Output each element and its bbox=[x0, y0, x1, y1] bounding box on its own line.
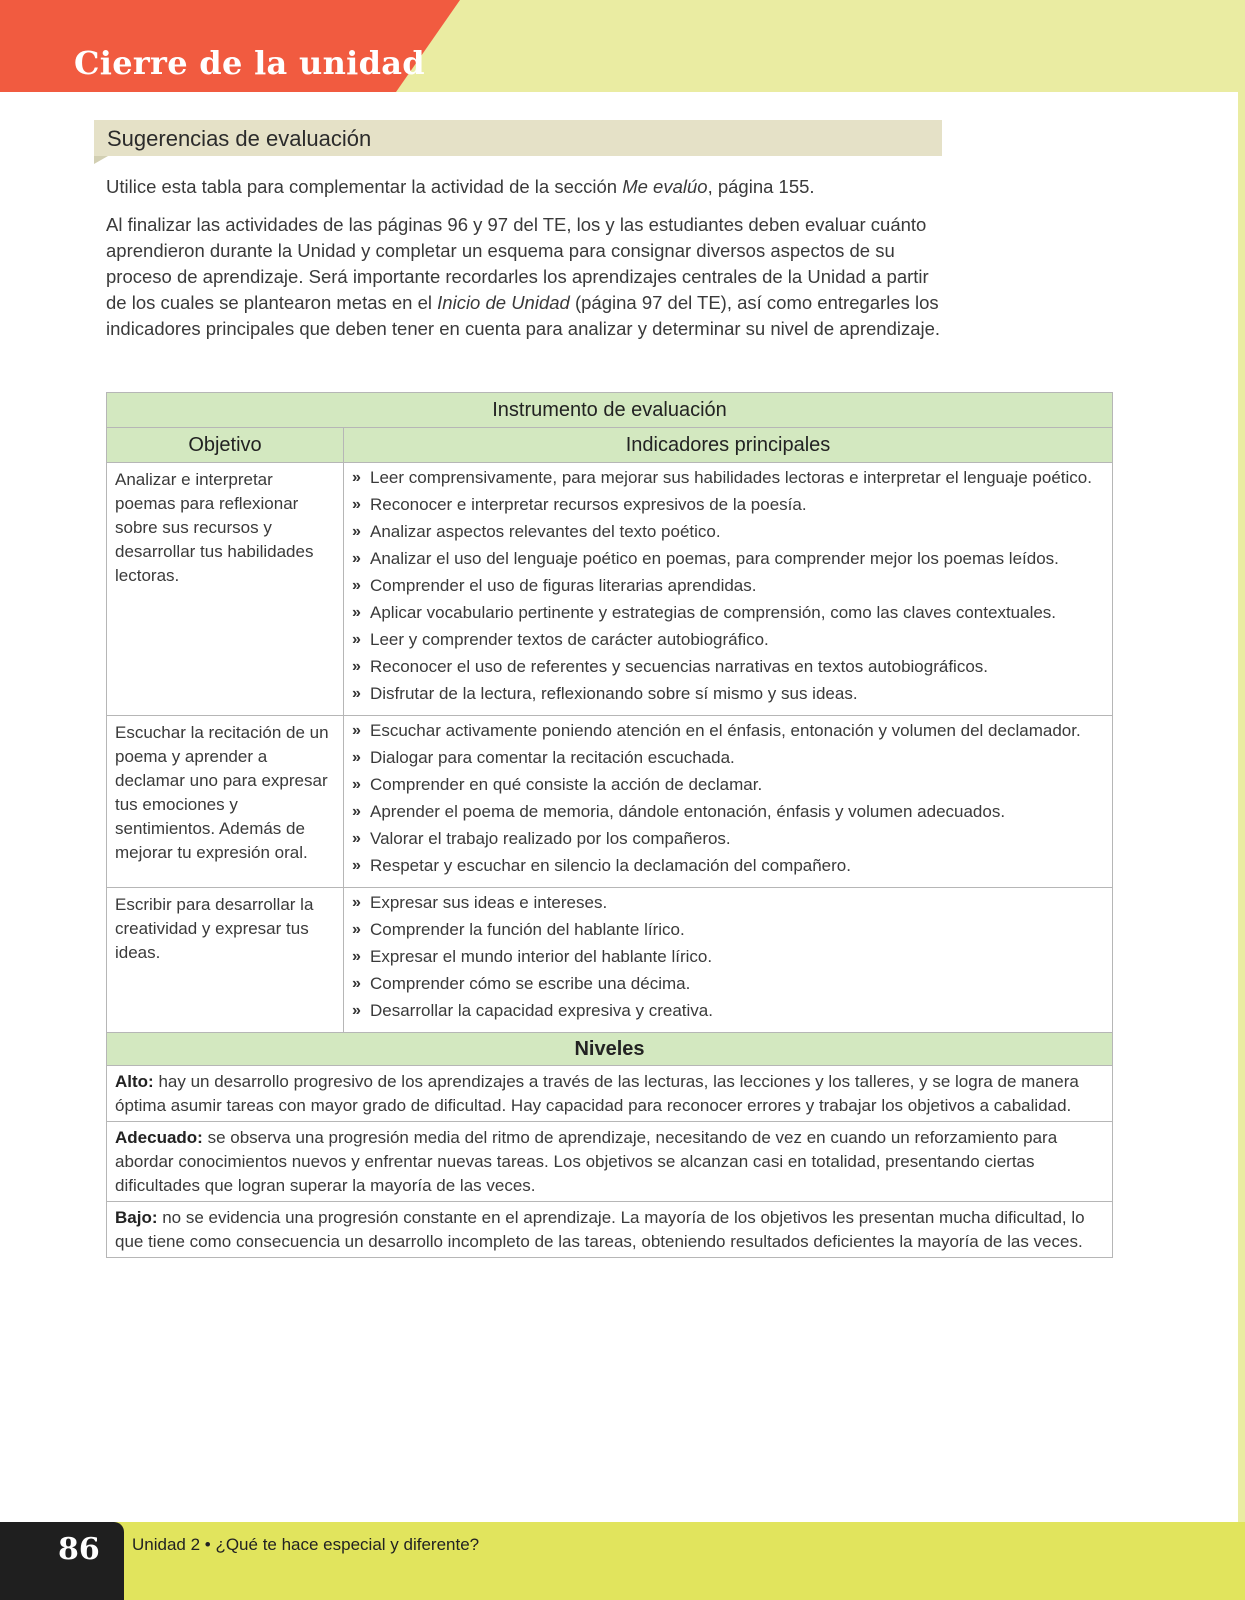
indicator-text: Reconocer el uso de referentes y secuencias narrativas en textos autobiográficos. bbox=[370, 657, 989, 676]
list-item bbox=[352, 891, 1104, 915]
indicator-list bbox=[352, 719, 1104, 878]
indicator-text: Expresar el mundo interior del hablante lírico. bbox=[370, 947, 713, 966]
intro-paragraph-1 bbox=[106, 174, 942, 200]
list-item bbox=[352, 827, 1104, 851]
indicator-text: Analizar el uso del lenguaje poético en poemas, para comprender mejor los poemas leídos. bbox=[370, 549, 1059, 568]
list-item bbox=[352, 746, 1104, 770]
indicator-text: Expresar sus ideas e intereses. bbox=[370, 893, 608, 912]
level-label: Bajo: bbox=[115, 1208, 158, 1227]
list-item bbox=[352, 547, 1104, 571]
level-description: no se evidencia una progresión constante en el aprendizaje. La mayoría de los objetivos les presentan mucha dificultad, lo que tiene como consecuencia un desarrollo incompleto de las tareas, obteniendo resultados deficientes la mayoría de las veces. bbox=[115, 1208, 1085, 1251]
list-item bbox=[352, 773, 1104, 797]
bullet-icon: » bbox=[352, 1002, 361, 1019]
list-item bbox=[352, 999, 1104, 1023]
bullet-icon: » bbox=[352, 550, 361, 567]
indicator-text: Comprender cómo se escribe una décima. bbox=[370, 974, 691, 993]
list-item bbox=[352, 520, 1104, 544]
list-item bbox=[352, 466, 1104, 490]
column-header-objective: Objetivo bbox=[107, 428, 344, 463]
indicator-text: Leer y comprender textos de carácter autobiográfico. bbox=[370, 630, 769, 649]
table-title: Instrumento de evaluación bbox=[107, 393, 1113, 428]
list-item bbox=[352, 682, 1104, 706]
bullet-icon: » bbox=[352, 604, 361, 621]
list-item bbox=[352, 918, 1104, 942]
indicator-text: Valorar el trabajo realizado por los compañeros. bbox=[370, 829, 731, 848]
list-item bbox=[352, 628, 1104, 652]
indicator-text: Disfrutar de la lectura, reflexionando sobre sí mismo y sus ideas. bbox=[370, 684, 858, 703]
list-item bbox=[352, 601, 1104, 625]
objective-cell: Escuchar la recitación de un poema y aprender a declamar uno para expresar tus emociones y sentimientos. Además de mejorar tu expresión oral. bbox=[107, 716, 344, 888]
list-item bbox=[352, 945, 1104, 969]
objective-rows bbox=[107, 463, 1113, 1033]
right-margin-strip bbox=[1238, 92, 1245, 1522]
indicator-text: Desarrollar la capacidad expresiva y creativa. bbox=[370, 1001, 713, 1020]
section-heading-tab bbox=[94, 156, 108, 164]
footer-band bbox=[0, 1522, 1245, 1600]
bullet-icon: » bbox=[352, 803, 361, 820]
level-cell bbox=[107, 1066, 1113, 1122]
indicator-list bbox=[352, 466, 1104, 706]
list-item bbox=[352, 800, 1104, 824]
footer-unit-title: Unidad 2 • ¿Qué te hace especial y diferente? bbox=[132, 1535, 480, 1554]
table-row bbox=[107, 463, 1113, 716]
column-header-indicators: Indicadores principales bbox=[344, 428, 1113, 463]
list-item bbox=[352, 972, 1104, 996]
bullet-icon: » bbox=[352, 948, 361, 965]
page-number: 86 bbox=[58, 1532, 100, 1567]
bullet-icon: » bbox=[352, 722, 361, 739]
indicator-text: Aprender el poema de memoria, dándole entonación, énfasis y volumen adecuados. bbox=[370, 802, 1006, 821]
indicators-cell bbox=[344, 888, 1113, 1033]
list-item bbox=[352, 493, 1104, 517]
bullet-icon: » bbox=[352, 921, 361, 938]
objective-cell: Escribir para desarrollar la creatividad y expresar tus ideas. bbox=[107, 888, 344, 1033]
bullet-icon: » bbox=[352, 857, 361, 874]
bullet-icon: » bbox=[352, 523, 361, 540]
bullet-icon: » bbox=[352, 749, 361, 766]
level-rows bbox=[107, 1066, 1113, 1258]
page-title: Cierre de la unidad bbox=[74, 44, 425, 82]
intro-p1-italic: Me evalúo bbox=[622, 176, 708, 197]
list-item bbox=[352, 854, 1104, 878]
indicator-text: Dialogar para comentar la recitación escuchada. bbox=[370, 748, 735, 767]
level-cell bbox=[107, 1122, 1113, 1202]
table-row bbox=[107, 1202, 1113, 1258]
levels-header: Niveles bbox=[107, 1033, 1113, 1066]
indicator-list bbox=[352, 891, 1104, 1023]
level-description: hay un desarrollo progresivo de los aprendizajes a través de las lecturas, las lecciones y los talleres, y se logra de manera óptima asumir tareas con mayor grado de dificultad. Hay capacidad para reconocer errores y trabajar los objetivos a cabalidad. bbox=[115, 1072, 1079, 1115]
objective-cell: Analizar e interpretar poemas para reflexionar sobre sus recursos y desarrollar tus habilidades lectoras. bbox=[107, 463, 344, 716]
indicator-text: Aplicar vocabulario pertinente y estrategias de comprensión, como las claves contextuales. bbox=[370, 603, 1057, 622]
list-item bbox=[352, 655, 1104, 679]
indicator-text: Analizar aspectos relevantes del texto poético. bbox=[370, 522, 721, 541]
indicator-text: Comprender el uso de figuras literarias aprendidas. bbox=[370, 576, 757, 595]
bullet-icon: » bbox=[352, 685, 361, 702]
evaluation-table bbox=[106, 392, 1113, 1258]
intro-p2-text: Al finalizar las actividades de las páginas 96 y 97 del TE, los y las estudiantes deben evaluar cuánto aprendieron durante la Unidad y completar un esquema para consignar diversos aspectos de su proceso de aprendizaje. Será importante recordarles los aprendizajes centrales de la Unidad a partir de los cuales se plantearon metas en el bbox=[106, 214, 929, 313]
level-cell bbox=[107, 1202, 1113, 1258]
bullet-icon: » bbox=[352, 469, 361, 486]
intro-p2-text-end: (página 97 del TE), así como entregarles los indicadores principales que deben tener en cuenta para analizar y determinar su nivel de aprendizaje. bbox=[106, 292, 941, 339]
list-item bbox=[352, 719, 1104, 743]
intro-paragraph-2 bbox=[106, 212, 942, 342]
bullet-icon: » bbox=[352, 496, 361, 513]
indicator-text: Comprender en qué consiste la acción de declamar. bbox=[370, 775, 763, 794]
bullet-icon: » bbox=[352, 631, 361, 648]
bullet-icon: » bbox=[352, 830, 361, 847]
bullet-icon: » bbox=[352, 975, 361, 992]
section-heading: Sugerencias de evaluación bbox=[107, 126, 372, 151]
bullet-icon: » bbox=[352, 776, 361, 793]
indicator-text: Leer comprensivamente, para mejorar sus habilidades lectoras e interpretar el lenguaje poético. bbox=[370, 468, 1092, 487]
table-row bbox=[107, 888, 1113, 1033]
level-label: Alto: bbox=[115, 1072, 154, 1091]
table-row bbox=[107, 1122, 1113, 1202]
table-row bbox=[107, 716, 1113, 888]
bullet-icon: » bbox=[352, 658, 361, 675]
bullet-icon: » bbox=[352, 577, 361, 594]
indicator-text: Comprender la función del hablante lírico. bbox=[370, 920, 685, 939]
table-row bbox=[107, 1066, 1113, 1122]
indicator-text: Respetar y escuchar en silencio la declamación del compañero. bbox=[370, 856, 851, 875]
indicators-cell bbox=[344, 463, 1113, 716]
intro-p1-text-end: , página 155. bbox=[707, 176, 815, 197]
indicator-text: Escuchar activamente poniendo atención en el énfasis, entonación y volumen del declamador. bbox=[370, 721, 1081, 740]
indicator-text: Reconocer e interpretar recursos expresivos de la poesía. bbox=[370, 495, 807, 514]
level-label: Adecuado: bbox=[115, 1128, 203, 1147]
indicators-cell bbox=[344, 716, 1113, 888]
level-description: se observa una progresión media del ritmo de aprendizaje, necesitando de vez en cuando un reforzamiento para abordar conocimientos nuevos y enfrentar nuevas tareas. Los objetivos se alcanzan casi en totalidad, presentando ciertas dificultades que logran superar la mayoría de las veces. bbox=[115, 1128, 1058, 1195]
bullet-icon: » bbox=[352, 894, 361, 911]
intro-p2-italic: Inicio de Unidad bbox=[437, 292, 570, 313]
list-item bbox=[352, 574, 1104, 598]
intro-p1-text: Utilice esta tabla para complementar la actividad de la sección bbox=[106, 176, 623, 197]
